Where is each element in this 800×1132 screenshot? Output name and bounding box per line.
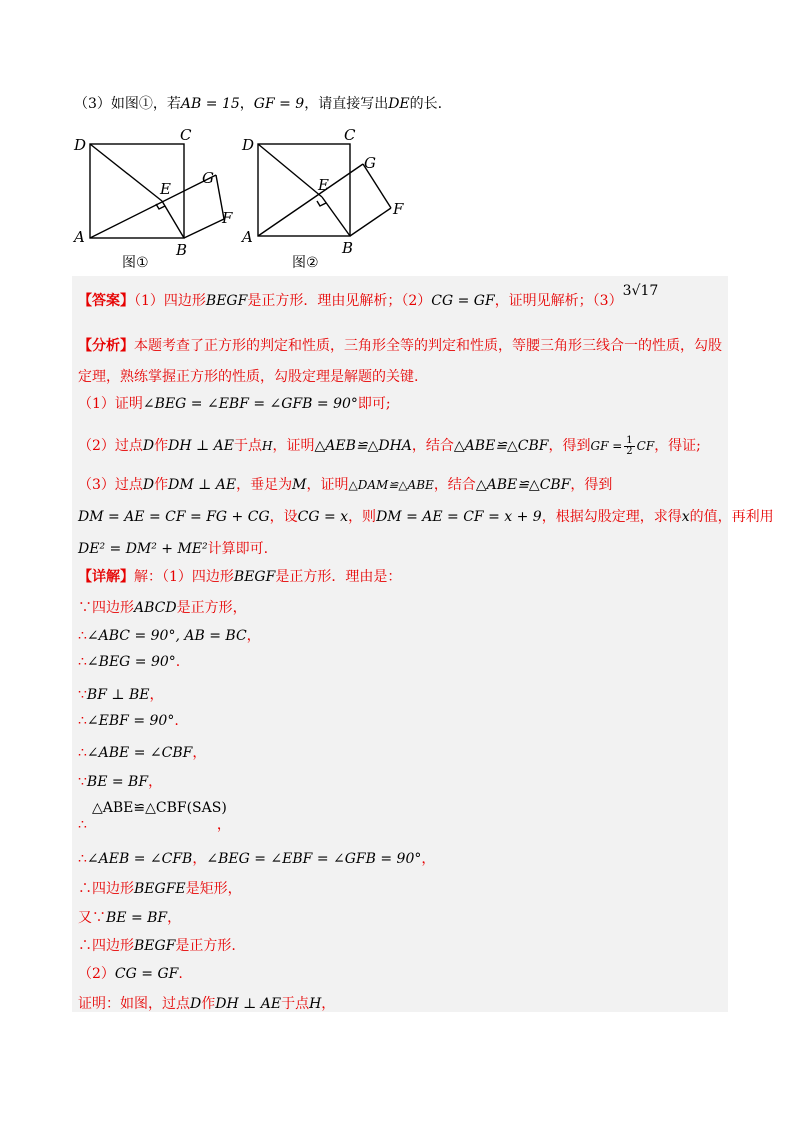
r11-b: 是正方形. [175,938,236,954]
label-b-2: B [342,239,354,257]
answer-m2: CG = GF [431,293,495,309]
answer-line [78,283,659,310]
row1-math: ABCD [134,600,177,616]
s3l3-m: DE² = DM² + ME² [78,541,208,557]
detail-h-a: 解：（1）四边形 [134,569,234,585]
r11-sym: ∴ [78,938,92,954]
question-prefix: （3）如图①，若 [74,96,181,112]
line-eb-1 [162,201,184,238]
analysis-line-1 [78,335,722,355]
s2-m2: DH ⊥ AE [168,438,234,454]
r11-a: 四边形 [92,938,134,954]
s3-f: ，得到 [570,477,613,493]
r13-m2: DH ⊥ AE [215,996,282,1012]
analysis-step-3 [78,474,612,494]
row4-math: BF ⊥ BE [86,687,150,703]
s3-b: 作 [154,477,169,493]
s2-m4: △AEB≌△DHA [314,438,412,454]
s3l2-m4: x [681,509,690,525]
detail-row-10 [78,907,181,927]
r8-m1: ∠AEB = ∠CFB [86,851,193,867]
row4-tail: ， [149,687,164,703]
detail-row-7 [78,771,162,791]
s2-g: ，得证; [654,438,701,454]
row3-math: ∠BEG = 90° [86,654,176,670]
s3-m4: △DAM≌△ABE [348,478,434,492]
s2-m6b: CF [636,439,655,453]
answer-p3: ，证明见解析；（3） [494,293,623,309]
answer-p2: 是正方形．理由见解析；（2） [247,293,432,309]
s2-m3: H [262,439,273,453]
line-de-2 [258,144,322,197]
s3l2-m1: DM = AE = CF = FG + CG [78,509,270,525]
line-bf-2 [350,208,391,236]
s3l2-d: 的值，再利用 [689,509,774,525]
row7-tail: ， [148,774,163,790]
s3-m1: D [142,477,155,493]
label-e-1: E [160,180,171,198]
label-a-1: A [74,228,85,246]
s1-a: （1）证明 [78,396,143,412]
r12-a: （2） [78,966,115,982]
detail-row-6 [78,742,206,762]
sas-sym: ∴ [78,817,87,833]
label-f-2: F [393,200,404,218]
r13-m3: H [309,996,322,1012]
s2-m6a: GF = [590,439,623,453]
r11-m: BEGF [134,938,176,954]
s3-d: ，证明 [306,477,349,493]
row4-sym: ∵ [78,687,87,703]
s2-d: ，证明 [272,438,315,454]
row2-math: ∠ABC = 90°, AB = BC [86,628,247,644]
row6-math: ∠ABE = ∠CBF [86,745,193,761]
r9-a: 四边形 [92,881,134,897]
s1-b: 即可; [357,396,391,412]
figure-2 [240,122,420,272]
r9-sym: ∴ [78,881,92,897]
r8-a: ， [192,851,207,867]
s3l2-a: ，设 [269,509,298,525]
detail-row-3 [78,654,180,670]
s3l2-c: ，根据勾股定理，求得 [541,509,682,525]
detail-row-8 [78,848,435,868]
row2-sym: ∴ [78,628,87,644]
analysis-step-3-line-2 [78,506,774,526]
r8-b: ， [421,851,436,867]
square-abcd-2 [258,144,350,236]
s3-e: ，结合 [433,477,476,493]
r12-b: . [178,966,183,982]
detail-row-13 [78,993,335,1013]
r13-b: 作 [201,996,216,1012]
s3l2-m3: DM = AE = CF = x + 9 [376,509,542,525]
row3-sym: ∴ [78,654,87,670]
sas-tail: ， [216,817,231,833]
detail-h-b: 是正方形．理由是： [275,569,402,585]
question-line [74,93,442,113]
row7-math: BE = BF [86,774,149,790]
s3l2-m2: CG = x [297,509,349,525]
s2-b: 作 [154,438,169,454]
answer-p1: （1）四边形 [134,293,206,309]
r10-b: ， [167,910,182,926]
answer-tag: 【答案】 [78,293,134,309]
detail-row-5 [78,713,179,729]
label-g-1: G [202,169,214,187]
label-c-2: C [344,126,356,144]
s2-e: ，结合 [411,438,454,454]
r10-sym: ∵ [92,910,106,926]
row5-math: ∠EBF = 90° [86,713,175,729]
detail-row-11 [78,935,236,955]
row5-tail: . [174,713,179,729]
s3-m5: △ABE≌△CBF [475,477,571,493]
s2-fraction [624,436,634,457]
s3-m2: DM ⊥ AE [168,477,237,493]
s2-frac-den: 2 [626,445,633,457]
r8-sym: ∴ [78,851,87,867]
detail-header [78,566,401,586]
line-eb-2 [322,197,350,236]
row1-tail: 是正方形， [176,600,247,616]
r10-a: 又 [78,910,92,926]
detail-row-1 [78,597,247,617]
row7-sym: ∵ [78,774,87,790]
r13-a: 证明：如图，过点 [78,996,190,1012]
math-gf: GF = 9 [253,96,305,112]
analysis-tag: 【分析】 [78,338,134,354]
question-suffix: 的长. [409,96,443,112]
analysis-line-2: 定理，熟练掌握正方形的性质，勾股定理是解题的关键. [78,369,419,385]
detail-sas-row [78,814,231,834]
detail-h-m: BEGF [233,569,276,585]
line-bf-1 [184,219,224,238]
s3-a: （3）过点 [78,477,143,493]
analysis-step-1 [78,393,391,413]
row2-tail: ， [246,628,261,644]
r9-m: BEGFE [134,881,186,897]
row1-sym: ∵ [78,600,92,616]
answer-m1: BEGF [205,293,248,309]
line-de-1 [90,144,162,201]
row3-tail: . [175,654,181,670]
caption-1: 图① [122,255,149,271]
s2-m1: D [142,438,155,454]
row6-tail: ， [192,745,207,761]
r13-m1: D [190,996,202,1012]
row1-text: 四边形 [92,600,134,616]
s2-c: 于点 [234,438,262,454]
question-mid: ，请直接写出 [304,96,389,112]
label-f-1: F [222,209,233,227]
r13-c: 于点 [281,996,310,1012]
s1-m: ∠BEG = ∠EBF = ∠GFB = 90° [142,396,358,412]
line-ag-2 [258,164,363,236]
analysis-step-2 [78,435,701,457]
s2-a: （2）过点 [78,438,143,454]
label-c-1: C [180,126,192,144]
caption-2: 图② [292,255,319,271]
s2-f: ，得到 [548,438,591,454]
math-ab: AB = 15 [180,96,240,112]
line-ae-1 [90,175,216,238]
s2-frac-num: 1 [626,434,633,446]
label-g-2: G [364,154,376,172]
analysis-l1: 本题考查了正方形的判定和性质，三角形全等的判定和性质，等腰三角形三线合一的性质，勾股 [134,338,722,354]
s3l2-b: ，则 [348,509,377,525]
r9-b: 是矩形， [185,881,242,897]
s2-m5: △ABE≌△CBF [453,438,549,454]
detail-sas-math: △ABE≌△CBF(SAS) [92,800,227,816]
math-de: DE [388,96,410,112]
r12-m: CG = GF [114,966,179,982]
answer-m3: 3√17 [622,283,659,299]
question-sep: ， [239,96,254,112]
detail-row-12 [78,963,183,983]
label-e-2: E [318,176,329,194]
label-d-1: D [74,136,87,154]
s3l3-a: 计算即可. [207,541,269,557]
label-a-2: A [242,228,253,246]
s3-c: ，垂足为 [236,477,293,493]
label-b-1: B [176,241,188,259]
analysis-step-3-line-3 [78,538,268,558]
label-d-2: D [242,136,255,154]
row6-sym: ∴ [78,745,87,761]
detail-row-9 [78,878,242,898]
detail-row-2 [78,625,261,645]
s3-m3: M [292,477,307,493]
row5-sym: ∴ [78,713,87,729]
r8-m2: ∠BEG = ∠EBF = ∠GFB = 90° [206,851,422,867]
detail-tag: 【详解】 [78,569,134,585]
figure-1 [72,122,255,272]
r10-m: BE = BF [106,910,168,926]
r13-d: ， [321,996,336,1012]
detail-row-4 [78,684,164,704]
